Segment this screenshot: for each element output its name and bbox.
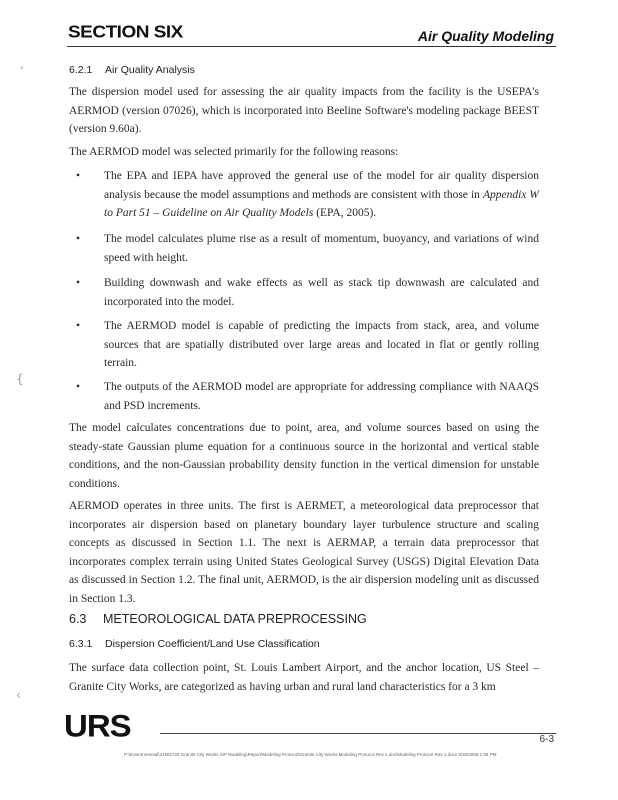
footer-divider bbox=[160, 733, 556, 734]
scan-mark-top: ʻ bbox=[20, 64, 24, 78]
bullet-text: Building downwash and wake effects as well as stack tip downwash are calculated and incorporated into the model. bbox=[104, 277, 539, 308]
section-heading-6-3 bbox=[69, 612, 367, 626]
bullet-dot-icon: • bbox=[76, 170, 81, 182]
bullet-source-impacts bbox=[76, 317, 539, 373]
section-title: METEOROLOGICAL DATA PREPROCESSING bbox=[103, 612, 367, 626]
bullet-text: The outputs of the AERMOD model are appropriate for addressing compliance with NAAQS and PSD increments. bbox=[104, 381, 539, 412]
header-title: Air Quality Modeling bbox=[417, 28, 554, 44]
scan-mark-bottom: ‹ bbox=[16, 688, 21, 702]
bullet-dot-icon: • bbox=[76, 381, 81, 393]
paragraph-selection-reasons: The AERMOD model was selected primarily for the following reasons: bbox=[69, 146, 399, 158]
paragraph-model-used: The dispersion model used for assessing the air quality impacts from the facility is the USEPA's AERMOD (version 07026), which is incorporated into Beeline Software's modeling package BEEST (version 9.60a). bbox=[69, 86, 539, 135]
bullet-epa-approval bbox=[76, 167, 539, 223]
paragraph-aermod-units: AERMOD operates in three units. The first is AERMET, a meteorological data preprocessor that incorporates air dispersion based on planetary boundary layer turbulence structure and scaling concepts as discussed in Section 1.1. The next is AERMAP, a terrain data preprocessor that incorporates complex terrain using United States Geological Survey (USGS) Digital Elevation Data as discussed in Section 1.2. The final unit, AERMOD, is the air dispersion modeling unit as discussed in Section 1.3. bbox=[69, 500, 539, 605]
bullet-plume-rise bbox=[76, 230, 539, 267]
bullet-dot-icon: • bbox=[76, 277, 81, 289]
bullet-dot-icon: • bbox=[76, 320, 81, 332]
section-number: 6.3 bbox=[69, 612, 87, 626]
bullet-dot-icon: • bbox=[76, 233, 81, 245]
bullet-guideline-reference: Appendix W to Part 51 – Guideline on Air Quality Models bbox=[104, 188, 539, 219]
section-number: 6.3.1 bbox=[69, 638, 93, 650]
bullet-building-downwash bbox=[76, 274, 539, 311]
bullet-text: The EPA and IEPA have approved the general use of the model for air quality dispersion analysis because the model assumptions and methods are consistent with those in bbox=[104, 170, 539, 201]
urs-logo: URS bbox=[64, 708, 131, 744]
page-number: 6-3 bbox=[539, 734, 554, 745]
bullet-text: The AERMOD model is capable of predicting the impacts from stack, area, and volume sources that are spatially distributed over large areas and located in flat or gently rolling terrain. bbox=[104, 320, 539, 369]
bullet-text: The model calculates plume rise as a result of momentum, buoyancy, and variations of wind speed with height. bbox=[104, 233, 539, 264]
paragraph-land-use: The surface data collection point, St. Louis Lambert Airport, and the anchor location, US Steel – Granite City Works, are categorized as having urban and rural land characteristics for a 3 km bbox=[69, 662, 539, 693]
header-section-label: SECTION SIX bbox=[68, 23, 183, 42]
section-number: 6.2.1 bbox=[69, 64, 93, 76]
header-divider bbox=[67, 46, 556, 47]
bullet-citation: (EPA, 2005). bbox=[313, 207, 377, 219]
footer-file-path: P:\Environmental\21562729 Granite City Works SIP Modeling\Report\Modeling Protocol\Granite City Works Modeling Protocol Rev 1.doc\Modeling Protocol Rev 1.docx 5/30/2008 1:55 PM bbox=[124, 752, 497, 757]
scan-mark-middle: { bbox=[16, 372, 24, 386]
section-title: Dispersion Coefficient/Land Use Classification bbox=[105, 638, 320, 650]
section-heading-6-3-1 bbox=[69, 638, 320, 650]
section-heading-6-2-1 bbox=[69, 64, 195, 76]
section-title: Air Quality Analysis bbox=[105, 64, 195, 76]
paragraph-concentration-calc: The model calculates concentrations due to point, area, and volume sources based on using the steady-state Gaussian plume equation for a continuous source in the horizontal and vertical stable conditions, and the non-Gaussian probability density function in the vertical dimension for unstable conditions. bbox=[69, 422, 539, 490]
bullet-naaqs-compliance bbox=[76, 378, 539, 415]
